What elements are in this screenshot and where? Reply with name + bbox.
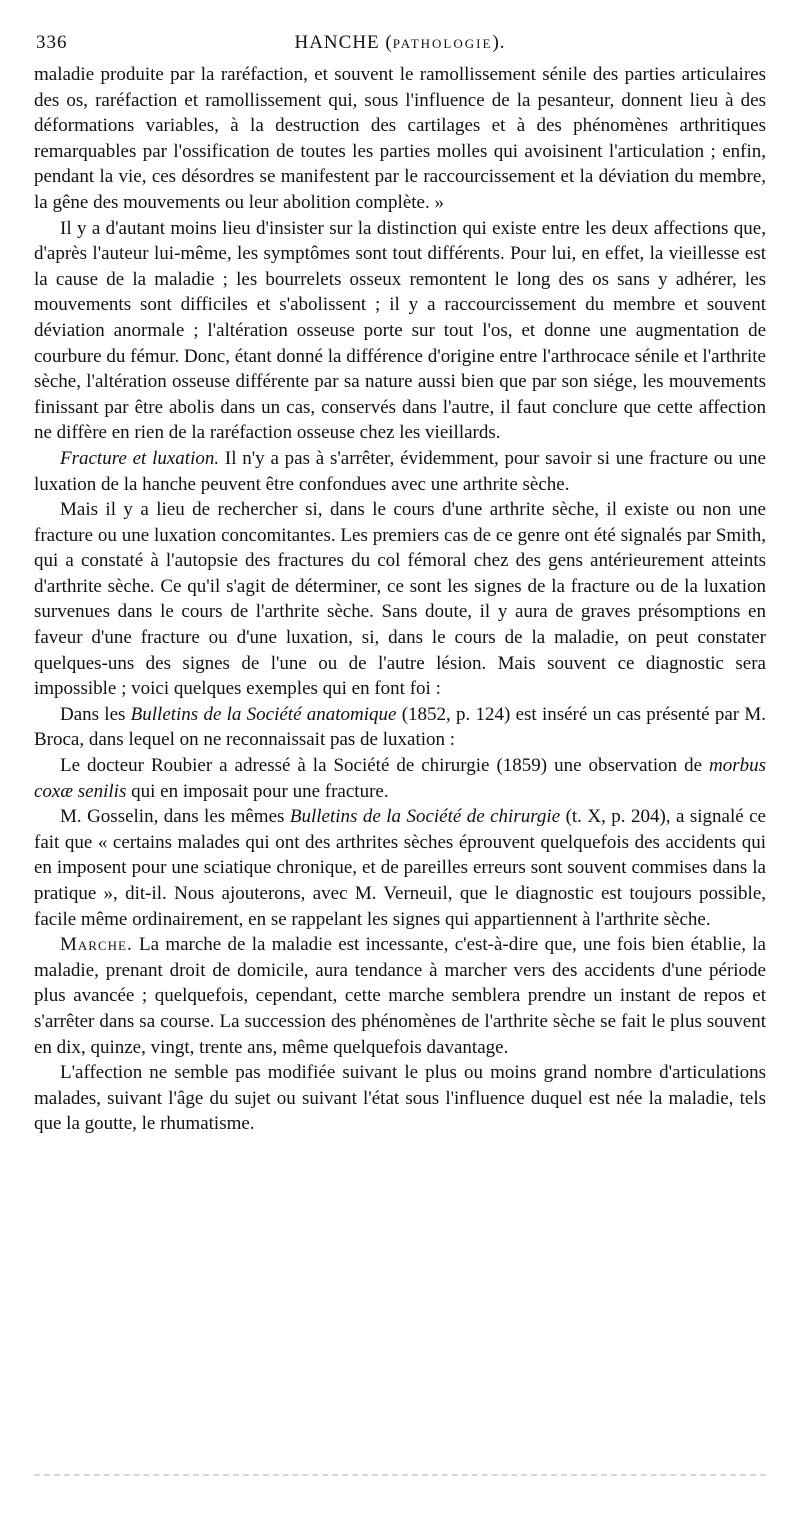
paragraph-text-pre: Le docteur Roubier a adressé à la Société de chirurgie (1859) une observation de [60, 755, 709, 777]
latin-term-italic: morbus coxæ senilis [34, 755, 766, 802]
paragraph-text: maladie produite par la raréfaction, et souvent le ramollissement sénile des parties articulaires des os, raréfaction et ramollissement qui, sous l'influence de la pesanteur, donnent lieu à des déformations variables, à la destruction des cartilages et à des phénomènes arthritiques remarquables par l'ossification de toutes les parties molles qui avoisinent l'articulation ; enfin, pendant la vie, ces désordres se manifestent par le raccourcissement et la déviation du membre, la gêne des mouvements ou leur abolition complète. » [34, 64, 766, 213]
section-lead-smallcaps: Marche. [60, 934, 133, 956]
body-text [34, 62, 766, 1137]
paragraph-text: Il n'y a pas à s'arrêter, évidemment, pour savoir si une fracture ou une luxation de la hanche peuvent être confondues avec une arthrite sèche. [34, 447, 766, 495]
paragraph-distinction [34, 216, 766, 446]
paragraph-broca [34, 702, 766, 753]
journal-title-italic: Bulletins de la Société anatomique [130, 703, 397, 725]
header-paren-close: ). [492, 32, 506, 53]
header-paren-open: ( [379, 32, 393, 53]
header-subtitle: PATHOLOGIE [392, 36, 493, 51]
journal-title-italic: Bulletins de la Société de chirurgie [289, 806, 561, 828]
paragraph-text: qui en imposait pour une fracture. [126, 780, 389, 802]
paragraph-text: (1852, p. 124) est inséré un cas présenté par M. Broca, dans lequel on ne reconnaissait pas de luxation : [34, 703, 767, 751]
paragraph-affection [34, 1060, 766, 1137]
paragraph-gosselin [34, 804, 766, 932]
bottom-page-marks [34, 1474, 766, 1480]
running-header [34, 28, 766, 62]
paragraph-marche [34, 932, 766, 1060]
paragraph-text-pre: Dans les [60, 703, 131, 725]
paragraph-fracture-luxation [34, 446, 766, 497]
section-lead-italic: Fracture et luxation. [60, 447, 220, 469]
paragraph-text-pre: M. Gosselin, dans les mêmes [60, 806, 290, 828]
paragraph-roubier [34, 753, 766, 804]
paragraph-concomitant [34, 497, 766, 702]
paragraph-text: (t. X, p. 204), a signalé ce fait que « certains malades qui ont des arthrites sèches éprouvent quelquefois des accidents qui en imposent pour une sciatique chronique, et de pareilles erreurs sont souvent commises dans la pratique », dit-il. Nous ajouterons, avec M. Verneuil, que le diagnostic est toujours possible, facile même ordinairement, en se rappelant les signes qui appartiennent à l'arthrite sèche. [34, 806, 766, 930]
paragraph-text: La marche de la maladie est incessante, c'est-à-dire que, une fois bien établie, la maladie, prenant droit de domicile, aura tendance à marcher vers des accidents d'une période plus avancée ; quelquefois, cependant, cette marche semblera prendre un instant de repos et s'arrêter dans sa course. La succession des phénomènes de l'arthrite sèche se fait le plus souvent en dix, quinze, vingt, trente ans, même quelquefois davantage. [34, 934, 766, 1058]
paragraph-text: Il y a d'autant moins lieu d'insister sur la distinction qui existe entre les deux affections que, d'après l'auteur lui-même, les symptômes sont tout différents. Pour lui, en effet, la vieillesse est la cause de la maladie ; les bourrelets osseux remontent le long des os sans y adhérer, les mouvements sont difficiles et s'abolissent ; il y a raccourcissement du membre et souvent déviation anormale ; l'altération osseuse porte sur tout l'os, et donne une augmentation de courbure du fémur. Donc, étant donné la différence d'origine entre l'arthrocace sénile et l'arthrite sèche, l'altération osseuse différente par sa nature aussi bien que par son siége, les mouvements finissant par être abolis dans un cas, conservés dans l'autre, il faut conclure que cette affection ne diffère en rien de la raréfaction osseuse chez les vieillards. [34, 217, 766, 444]
header-title: HANCHE [294, 32, 380, 53]
running-title [34, 32, 766, 54]
page-number: 336 [36, 32, 68, 53]
paragraph-continuation [34, 62, 766, 216]
paragraph-text: L'affection ne semble pas modifiée suivant le plus ou moins grand nombre d'articulations malades, suivant l'âge du sujet ou suivant l'état sous l'influence duquel est née la maladie, tels que la goutte, le rhumatisme. [34, 1062, 766, 1135]
paragraph-text: Mais il y a lieu de rechercher si, dans le cours d'une arthrite sèche, il existe ou non une fracture ou une luxation concomitantes. Les premiers cas de ce genre ont été signalés par Smith, qui a constaté à l'autopsie des fractures du col fémoral chez des gens antérieurement atteints d'arthrite sèche. Ce qu'il s'agit de déterminer, ce sont les signes de la fracture ou de la luxation survenues dans le cours de l'arthrite sèche. Sans doute, il y aura de graves présomptions en faveur d'une fracture ou d'une luxation, si, dans le cours de la maladie, on peut constater quelques-uns des signes de l'une ou de l'autre lésion. Mais souvent ce diagnostic sera impossible ; voici quelques exemples qui en font foi : [34, 499, 766, 700]
